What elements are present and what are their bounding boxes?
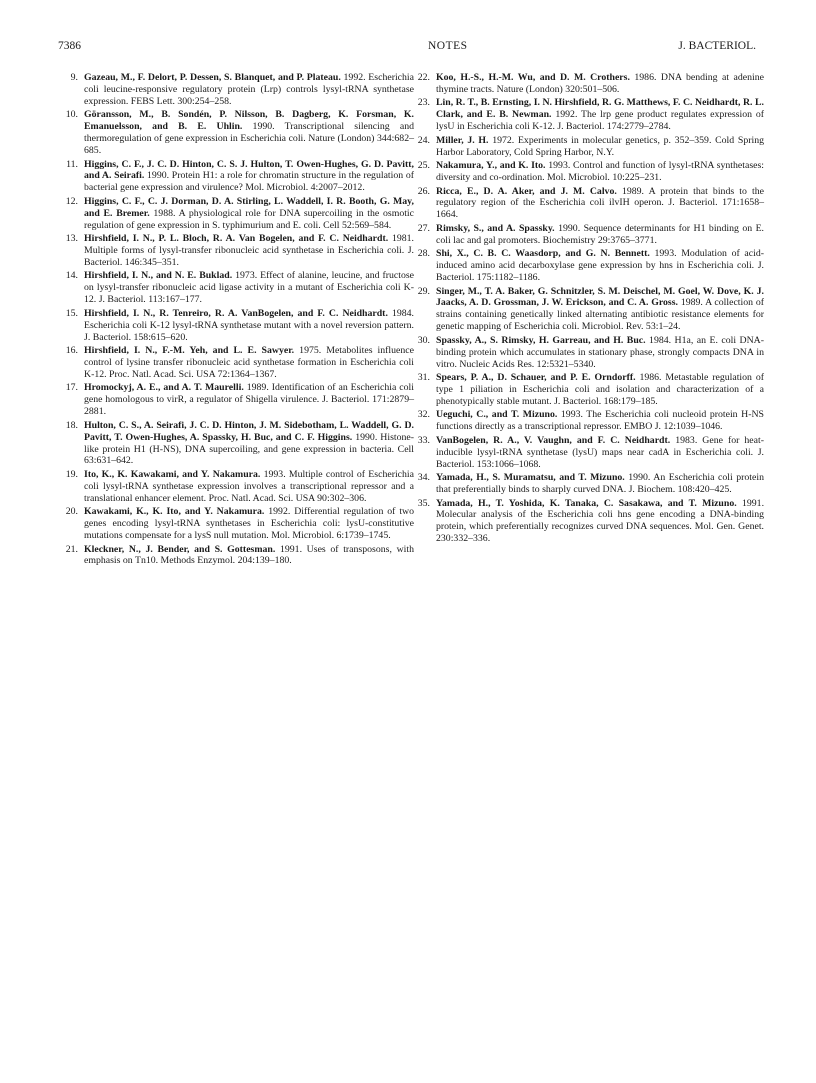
reference-citation: 1973. Effect of alanine, leucine, and fructose on lysyl-transfer ribonucleic acid ligase activity in a mutant of Escherichia coli K-12. J. Bacteriol. 113:167–177.	[84, 270, 415, 306]
reference-authors: Gazeau, M., F. Delort, P. Dessen, S. Blanquet, and P. Plateau.	[84, 72, 341, 83]
reference-number: 18.	[65, 419, 78, 431]
reference-entry	[62, 270, 414, 306]
reference-authors: Hirshfield, I. N., and N. E. Buklad.	[84, 270, 233, 282]
reference-number: 14.	[65, 270, 78, 282]
reference-authors: Hirshfield, I. N., P. L. Bloch, R. A. Van Bogelen, and F. C. Neidhardt.	[84, 233, 389, 245]
reference-number: 34.	[417, 472, 430, 484]
reference-authors: Kleckner, N., J. Bender, and S. Gottesman.	[84, 543, 276, 555]
reference-citation: 1984. Escherichia coli K-12 lysyl-tRNA synthetase mutant with a novel reversion pattern. J. Bacteriol. 158:615–620.	[84, 307, 414, 343]
reference-number: 10.	[65, 109, 78, 121]
reference-entry	[62, 196, 414, 232]
reference-authors: Nakamura, Y., and K. Ito.	[436, 160, 546, 172]
reference-number: 21.	[65, 543, 78, 555]
reference-authors: Ricca, E., D. A. Aker, and J. M. Calvo.	[436, 185, 617, 197]
reference-number: 24.	[417, 134, 430, 146]
reference-citation: 1984. H1a, an E. coli DNA-binding protein which accumulates in stationary phase, strongly compacts DNA in vitro. Nucleic Acids Res. 12:5321–5340.	[436, 334, 764, 370]
page-header	[58, 40, 756, 56]
reference-number: 35.	[417, 497, 430, 509]
reference-citation: 1986. Metastable regulation of type 1 piliation in Escherichia coli and isolation and characterization of a phenotypically stable mutant. J. Bacteriol. 168:179–185.	[436, 372, 764, 407]
reference-authors: Yamada, H., T. Yoshida, K. Tanaka, C. Sasakawa, and T. Mizuno.	[436, 497, 737, 509]
reference-citation: 1990. Transcriptional silencing and thermoregulation of gene expression in Escherichia coli. Nature (London) 344:682–685.	[84, 121, 414, 157]
reference-authors: Miller, J. H.	[436, 134, 489, 146]
reference-citation: 1993. The Escherichia coli nucleoid protein H-NS functions directly as a transcriptional repressor. EMBO J. 12:1039–1046.	[436, 409, 764, 433]
reference-citation: 1992. Differential regulation of two genes encoding lysyl-tRNA synthetases in Escherichia coli: lysU-constitutive mutations compensate for a lysS null mutation. Mol. Microbiol. 6:1739–1745.	[84, 506, 415, 542]
reference-authors: Spassky, A., S. Rimsky, H. Garreau, and H. Buc.	[436, 334, 646, 346]
reference-entry	[62, 469, 414, 505]
reference-citation: 1991. Molecular analysis of the Escherichia coli hns gene encoding a DNA-binding protein, which preferentially recognizes curved DNA sequences. Mol. Gen. Genet. 230:332–336.	[436, 497, 765, 545]
reference-citation: 1989. A collection of strains containing genetically linked alternating antibiotic resistance elements for genetic mapping of Escherichia coli. Microbiol. Rev. 53:1–24.	[436, 297, 764, 333]
reference-number: 16.	[65, 345, 78, 357]
reference-entry	[62, 544, 414, 568]
journal-name: J. BACTERIOL.	[678, 40, 756, 52]
reference-authors: VanBogelen, R. A., V. Vaughn, and F. C. Neidhardt.	[436, 434, 671, 446]
reference-citation: 1993. Multiple control of Escherichia coli lysyl-tRNA synthetase expression involves a transcriptional repressor and a translational enhancer element. Proc. Natl. Acad. Sci. USA 90:302–306.	[84, 468, 414, 504]
reference-entry	[414, 472, 764, 496]
reference-number: 9.	[70, 72, 78, 83]
reference-authors: Yamada, H., S. Muramatsu, and T. Mizuno.	[436, 472, 625, 484]
reference-citation: 1993. Control and function of lysyl-tRNA synthetases: diversity and co-ordination. Mol. Microbiol. 10:225–231.	[436, 160, 765, 184]
reference-entry	[414, 223, 764, 247]
reference-number: 22.	[417, 72, 430, 83]
reference-number: 13.	[65, 233, 78, 245]
reference-entry	[414, 135, 764, 159]
reference-entry	[414, 335, 764, 371]
reference-number: 33.	[417, 434, 430, 446]
reference-authors: Higgins, C. F., C. J. Dorman, D. A. Stirling, L. Waddell, I. R. Booth, G. May, and E. Bremer.	[84, 195, 414, 219]
reference-number: 12.	[65, 195, 78, 207]
reference-citation: 1975. Metabolites influence control of lysine transfer ribonucleic acid synthetase formation in Escherichia coli K-12. Proc. Natl. Acad. Sci. USA 72:1364–1367.	[84, 345, 414, 380]
reference-authors: Hromockyj, A. E., and A. T. Maurelli.	[84, 382, 244, 394]
reference-entry	[62, 233, 414, 269]
section-title: NOTES	[428, 40, 468, 52]
reference-authors: Kawakami, K., K. Ito, and Y. Nakamura.	[84, 506, 265, 518]
reference-citation: 1983. Gene for heat-inducible lysyl-tRNA synthetase (lysU) maps near cadA in Escherichia coli. J. Bacteriol. 153:1066–1068.	[436, 434, 764, 470]
page-number: 7386	[58, 40, 81, 52]
reference-number: 29.	[417, 285, 430, 297]
reference-citation: 1988. A physiological role for DNA supercoiling in the osmotic regulation of gene expression in S. typhimurium and E. coli. Cell 52:569–584.	[84, 207, 415, 231]
reference-authors: Spears, P. A., D. Schauer, and P. E. Orndorff.	[436, 372, 636, 384]
reference-entry	[62, 159, 414, 195]
reference-entry	[62, 506, 414, 542]
reference-entry	[62, 109, 414, 157]
reference-authors: Hulton, C. S., A. Seirafi, J. C. D. Hinton, J. M. Sidebotham, L. Waddell, G. D. Pavitt, T. Owen-Hughes, A. Spassky, H. Buc, and C. F. Higgins.	[84, 419, 414, 443]
reference-number: 28.	[417, 248, 430, 260]
reference-authors: Rimsky, S., and A. Spassky.	[436, 222, 555, 234]
reference-number: 23.	[417, 97, 430, 109]
reference-authors: Koo, H.-S., H.-M. Wu, and D. M. Crothers.	[436, 72, 630, 83]
reference-entry	[414, 160, 764, 184]
reference-citation: 1991. Uses of transposons, with emphasis on Tn10. Methods Enzymol. 204:139–180.	[84, 543, 414, 567]
reference-citation: 1990. Histone-like protein H1 (H-NS), DNA supercoiling, and gene expression in bacteria. Cell 63:631–642.	[84, 431, 415, 467]
reference-entry	[414, 248, 764, 284]
references-right-column	[414, 72, 764, 547]
reference-entry	[62, 420, 414, 468]
reference-authors: Göransson, M., B. Sondén, P. Nilsson, B. Dagberg, K. Forsman, K. Emanuelsson, and B. E. Uhlin.	[84, 109, 414, 133]
reference-number: 32.	[417, 409, 430, 421]
reference-entry	[414, 498, 764, 546]
reference-citation: 1990. An Escherichia coli protein that preferentially binds to sharply curved DNA. J. Biochem. 108:420–425.	[436, 472, 764, 496]
reference-authors: Higgins, C. F., J. C. D. Hinton, C. S. J. Hulton, T. Owen-Hughes, G. D. Pavitt, and A. Seirafi.	[84, 158, 414, 182]
reference-number: 31.	[417, 372, 430, 384]
reference-entry	[414, 372, 764, 408]
reference-authors: Ito, K., K. Kawakami, and Y. Nakamura.	[84, 468, 261, 480]
reference-number: 17.	[65, 382, 78, 394]
reference-citation: 1989. A protein that binds to the regulatory region of the Escherichia coli ilvIH operon. J. Bacteriol. 171:1658–1664.	[436, 185, 765, 221]
reference-entry	[414, 72, 764, 96]
reference-authors: Hirshfield, I. N., F.-M. Yeh, and L. E. Sawyer.	[84, 345, 295, 357]
reference-entry	[414, 286, 764, 334]
reference-authors: Hirshfield, I. N., R. Tenreiro, R. A. VanBogelen, and F. C. Neidhardt.	[84, 307, 388, 319]
reference-entry	[414, 435, 764, 471]
reference-entry	[414, 186, 764, 222]
reference-citation: 1990. Sequence determinants for H1 binding on E. coli lac and gal promoters. Biochemistry 29:3765–3771.	[436, 222, 765, 246]
reference-authors: Lin, R. T., B. Ernsting, I. N. Hirshfield, R. G. Matthews, F. C. Neidhardt, R. L. Clark, and E. B. Newman.	[436, 97, 764, 121]
reference-citation: 1986. DNA bending at adenine thymine tracts. Nature (London) 320:501–506.	[436, 72, 765, 95]
reference-citation: 1990. Protein H1: a role for chromatin structure in the regulation of bacterial gene expression and virulence? Mol. Microbiol. 4:2007–2012.	[84, 170, 414, 194]
reference-citation: 1992. Escherichia coli leucine-responsive regulatory protein (Lrp) controls lysyl-tRNA synthetase expression. FEBS Lett. 300:254–258.	[84, 72, 415, 107]
reference-entry	[62, 382, 414, 418]
reference-entry	[62, 345, 414, 381]
reference-number: 26.	[417, 185, 430, 197]
reference-number: 20.	[65, 506, 78, 518]
reference-entry	[414, 409, 764, 433]
reference-number: 27.	[417, 222, 430, 234]
reference-citation: 1972. Experiments in molecular genetics, p. 352–359. Cold Spring Harbor Laboratory, Cold Spring Harbor, N.Y.	[436, 134, 764, 158]
reference-number: 11.	[66, 158, 78, 170]
reference-citation: 1992. The lrp gene product regulates expression of lysU in Escherichia coli K-12. J. Bacteriol. 174:2779–2784.	[436, 109, 764, 133]
reference-entry	[62, 72, 414, 108]
reference-authors: Shi, X., C. B. C. Waasdorp, and G. N. Bennett.	[436, 248, 650, 260]
reference-number: 25.	[417, 160, 430, 172]
references-left-column	[62, 72, 414, 569]
reference-number: 30.	[417, 334, 430, 346]
reference-citation: 1989. Identification of an Escherichia coli gene homologous to virR, a regulator of Shigella virulence. J. Bacteriol. 171:2879–2881.	[84, 382, 415, 418]
reference-authors: Ueguchi, C., and T. Mizuno.	[436, 409, 558, 421]
reference-entry	[414, 97, 764, 133]
reference-citation: 1981. Multiple forms of lysyl-transfer ribonucleic acid synthetase in Escherichia coli. J. Bacteriol. 146:345–351.	[84, 233, 414, 268]
reference-citation: 1993. Modulation of acid-induced amino acid decarboxylase gene expression by hns in Escherichia coli. J. Bacteriol. 175:1182–1186.	[436, 248, 764, 284]
reference-number: 15.	[65, 307, 78, 319]
reference-authors: Singer, M., T. A. Baker, G. Schnitzler, S. M. Deischel, M. Goel, W. Dove, K. J. Jaacks, A. D. Grossman, J. W. Erickson, and C. A. Gross.	[436, 285, 764, 309]
reference-number: 19.	[65, 468, 78, 480]
reference-entry	[62, 308, 414, 344]
